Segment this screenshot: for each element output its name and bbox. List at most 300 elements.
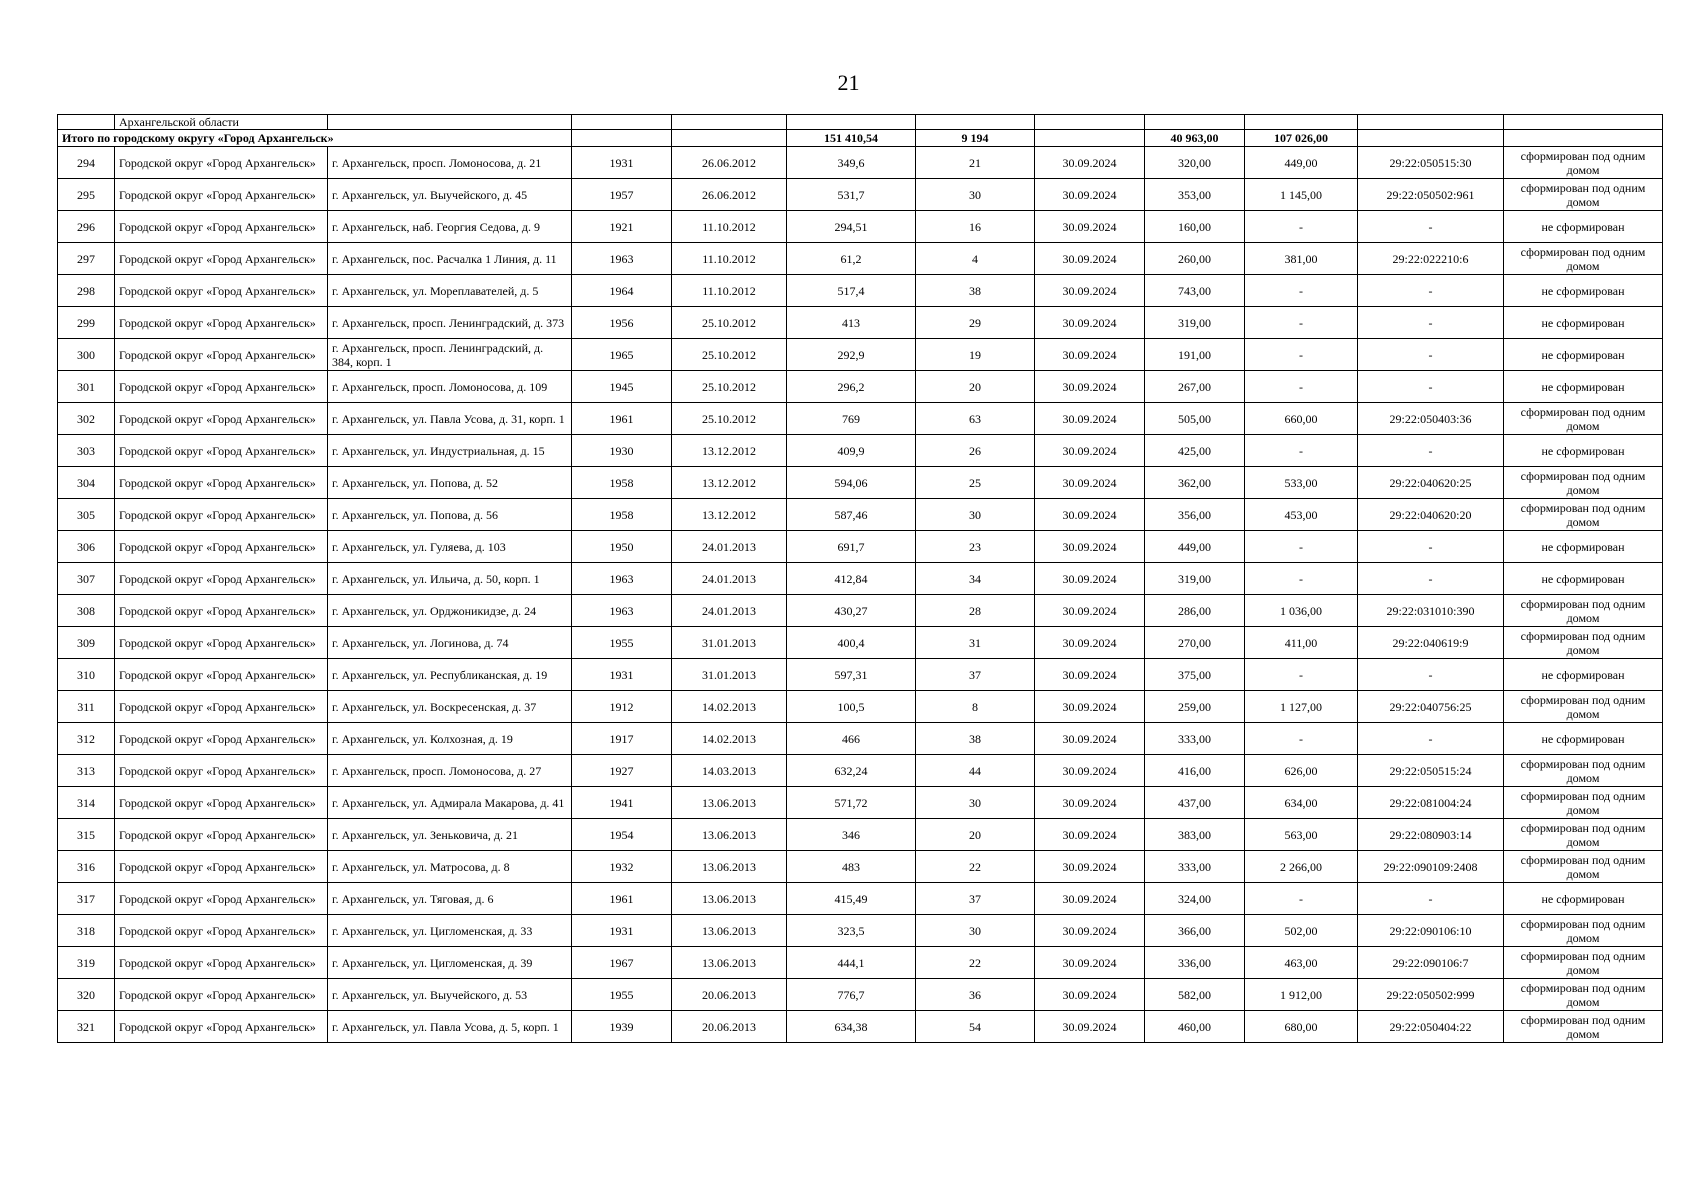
land-area-cell: 191,00 xyxy=(1145,339,1245,371)
municipality-cell: Городской округ «Город Архангельск» xyxy=(115,659,328,691)
plot-status-cell: сформирован под одним домом xyxy=(1504,819,1663,851)
empty-cell xyxy=(1035,130,1145,147)
residents-cell: 38 xyxy=(916,275,1035,307)
cadastral-number-cell: 29:22:050502:999 xyxy=(1358,979,1504,1011)
recognition-date-cell: 25.10.2012 xyxy=(672,371,787,403)
deadline-cell: 30.09.2024 xyxy=(1035,563,1145,595)
residents-cell: 19 xyxy=(916,339,1035,371)
recognition-date-cell: 13.12.2012 xyxy=(672,499,787,531)
land-area-cell: 416,00 xyxy=(1145,755,1245,787)
table-row xyxy=(58,979,1663,1011)
land-area-cell: 383,00 xyxy=(1145,819,1245,851)
year-cell: 1958 xyxy=(572,499,672,531)
plot-area-cell: 381,00 xyxy=(1245,243,1358,275)
table-row xyxy=(58,947,1663,979)
table-row xyxy=(58,435,1663,467)
row-number: 312 xyxy=(58,723,115,755)
row-number: 317 xyxy=(58,883,115,915)
plot-area-cell: 411,00 xyxy=(1245,627,1358,659)
area-cell: 776,7 xyxy=(787,979,916,1011)
year-cell: 1961 xyxy=(572,883,672,915)
row-number: 318 xyxy=(58,915,115,947)
area-cell: 323,5 xyxy=(787,915,916,947)
recognition-date-cell: 31.01.2013 xyxy=(672,627,787,659)
deadline-cell: 30.09.2024 xyxy=(1035,915,1145,947)
empty-cell xyxy=(572,115,672,130)
row-number: 299 xyxy=(58,307,115,339)
recognition-date-cell: 20.06.2013 xyxy=(672,1011,787,1043)
table-row xyxy=(58,499,1663,531)
municipality-cell: Городской округ «Город Архангельск» xyxy=(115,787,328,819)
deadline-cell: 30.09.2024 xyxy=(1035,403,1145,435)
table-row xyxy=(58,1011,1663,1043)
area-cell: 632,24 xyxy=(787,755,916,787)
plot-status-cell: не сформирован xyxy=(1504,435,1663,467)
cadastral-number-cell: - xyxy=(1358,435,1504,467)
deadline-cell: 30.09.2024 xyxy=(1035,947,1145,979)
municipality-cell: Городской округ «Город Архангельск» xyxy=(115,819,328,851)
row-number: 297 xyxy=(58,243,115,275)
row-number: 316 xyxy=(58,851,115,883)
address-cell: г. Архангельск, ул. Выучейского, д. 53 xyxy=(328,979,572,1011)
year-cell: 1912 xyxy=(572,691,672,723)
year-cell: 1932 xyxy=(572,851,672,883)
empty-cell xyxy=(1145,115,1245,130)
recognition-date-cell: 13.06.2013 xyxy=(672,787,787,819)
land-area-cell: 319,00 xyxy=(1145,307,1245,339)
year-cell: 1958 xyxy=(572,467,672,499)
empty-cell xyxy=(328,115,572,130)
year-cell: 1931 xyxy=(572,147,672,179)
address-cell: г. Архангельск, ул. Цигломенская, д. 33 xyxy=(328,915,572,947)
address-cell: г. Архангельск, ул. Зеньковича, д. 21 xyxy=(328,819,572,851)
plot-area-cell: 502,00 xyxy=(1245,915,1358,947)
cadastral-number-cell: - xyxy=(1358,563,1504,595)
land-area-cell: 270,00 xyxy=(1145,627,1245,659)
year-cell: 1957 xyxy=(572,179,672,211)
empty-cell xyxy=(1358,115,1504,130)
recognition-date-cell: 11.10.2012 xyxy=(672,275,787,307)
plot-status-cell: сформирован под одним домом xyxy=(1504,403,1663,435)
land-area-cell: 743,00 xyxy=(1145,275,1245,307)
page-number: 21 xyxy=(837,70,860,95)
residents-cell: 37 xyxy=(916,659,1035,691)
residents-cell: 30 xyxy=(916,787,1035,819)
plot-area-cell: 1 127,00 xyxy=(1245,691,1358,723)
table-row xyxy=(58,531,1663,563)
municipality-cell: Городской округ «Город Архангельск» xyxy=(115,339,328,371)
address-cell: г. Архангельск, ул. Матросова, д. 8 xyxy=(328,851,572,883)
deadline-cell: 30.09.2024 xyxy=(1035,595,1145,627)
address-cell: г. Архангельск, ул. Мореплавателей, д. 5 xyxy=(328,275,572,307)
address-cell: г. Архангельск, ул. Логинова, д. 74 xyxy=(328,627,572,659)
row-number: 307 xyxy=(58,563,115,595)
area-cell: 444,1 xyxy=(787,947,916,979)
plot-status-cell: сформирован под одним домом xyxy=(1504,755,1663,787)
plot-area-cell: - xyxy=(1245,659,1358,691)
empty-cell xyxy=(787,115,916,130)
area-cell: 691,7 xyxy=(787,531,916,563)
year-cell: 1963 xyxy=(572,563,672,595)
deadline-cell: 30.09.2024 xyxy=(1035,787,1145,819)
area-cell: 466 xyxy=(787,723,916,755)
total-label: Итого по городскому округу «Город Архангельск» xyxy=(58,130,572,147)
plot-area-cell: 1 912,00 xyxy=(1245,979,1358,1011)
recognition-date-cell: 25.10.2012 xyxy=(672,339,787,371)
land-area-cell: 362,00 xyxy=(1145,467,1245,499)
cadastral-number-cell: 29:22:031010:390 xyxy=(1358,595,1504,627)
residents-cell: 31 xyxy=(916,627,1035,659)
plot-area-cell: 1 036,00 xyxy=(1245,595,1358,627)
recognition-date-cell: 13.12.2012 xyxy=(672,435,787,467)
year-cell: 1931 xyxy=(572,915,672,947)
address-cell: г. Архангельск, пос. Расчалка 1 Линия, д. 11 xyxy=(328,243,572,275)
table-body xyxy=(58,115,1663,1043)
address-cell: г. Архангельск, просп. Ломоносова, д. 21 xyxy=(328,147,572,179)
residents-cell: 37 xyxy=(916,883,1035,915)
deadline-cell: 30.09.2024 xyxy=(1035,755,1145,787)
area-cell: 61,2 xyxy=(787,243,916,275)
plot-status-cell: сформирован под одним домом xyxy=(1504,1011,1663,1043)
empty-cell xyxy=(916,115,1035,130)
recognition-date-cell: 14.03.2013 xyxy=(672,755,787,787)
land-area-cell: 160,00 xyxy=(1145,211,1245,243)
area-cell: 100,5 xyxy=(787,691,916,723)
row-number: 315 xyxy=(58,819,115,851)
plot-area-cell: - xyxy=(1245,371,1358,403)
address-cell: г. Архангельск, ул. Гуляева, д. 103 xyxy=(328,531,572,563)
land-area-cell: 336,00 xyxy=(1145,947,1245,979)
area-cell: 634,38 xyxy=(787,1011,916,1043)
recognition-date-cell: 25.10.2012 xyxy=(672,307,787,339)
table-row xyxy=(58,243,1663,275)
recognition-date-cell: 20.06.2013 xyxy=(672,979,787,1011)
land-area-cell: 505,00 xyxy=(1145,403,1245,435)
row-number: 302 xyxy=(58,403,115,435)
address-cell: г. Архангельск, ул. Республиканская, д. 19 xyxy=(328,659,572,691)
municipality-cell: Городской округ «Город Архангельск» xyxy=(115,435,328,467)
plot-status-cell: сформирован под одним домом xyxy=(1504,787,1663,819)
municipality-cell: Городской округ «Город Архангельск» xyxy=(115,947,328,979)
year-cell: 1963 xyxy=(572,595,672,627)
recognition-date-cell: 24.01.2013 xyxy=(672,595,787,627)
municipality-cell: Городской округ «Город Архангельск» xyxy=(115,467,328,499)
plot-area-cell: 449,00 xyxy=(1245,147,1358,179)
area-cell: 349,6 xyxy=(787,147,916,179)
land-area-cell: 260,00 xyxy=(1145,243,1245,275)
area-cell: 531,7 xyxy=(787,179,916,211)
residents-cell: 8 xyxy=(916,691,1035,723)
table-row xyxy=(58,787,1663,819)
recognition-date-cell: 14.02.2013 xyxy=(672,691,787,723)
plot-status-cell: сформирован под одним домом xyxy=(1504,595,1663,627)
address-cell: г. Архангельск, ул. Колхозная, д. 19 xyxy=(328,723,572,755)
deadline-cell: 30.09.2024 xyxy=(1035,1011,1145,1043)
residents-cell: 16 xyxy=(916,211,1035,243)
residents-cell: 25 xyxy=(916,467,1035,499)
empty-cell xyxy=(672,115,787,130)
deadline-cell: 30.09.2024 xyxy=(1035,275,1145,307)
cadastral-number-cell: - xyxy=(1358,307,1504,339)
residents-cell: 20 xyxy=(916,371,1035,403)
plot-area-cell: - xyxy=(1245,883,1358,915)
row-number: 310 xyxy=(58,659,115,691)
cadastral-number-cell: - xyxy=(1358,211,1504,243)
year-cell: 1961 xyxy=(572,403,672,435)
recognition-date-cell: 13.06.2013 xyxy=(672,883,787,915)
deadline-cell: 30.09.2024 xyxy=(1035,435,1145,467)
row-number: 304 xyxy=(58,467,115,499)
row-number: 306 xyxy=(58,531,115,563)
cadastral-number-cell: 29:22:040619:9 xyxy=(1358,627,1504,659)
plot-status-cell: не сформирован xyxy=(1504,211,1663,243)
table-row xyxy=(58,755,1663,787)
deadline-cell: 30.09.2024 xyxy=(1035,979,1145,1011)
plot-area-cell: - xyxy=(1245,435,1358,467)
deadline-cell: 30.09.2024 xyxy=(1035,499,1145,531)
plot-area-cell: 1 145,00 xyxy=(1245,179,1358,211)
deadline-cell: 30.09.2024 xyxy=(1035,371,1145,403)
residents-cell: 4 xyxy=(916,243,1035,275)
residents-cell: 38 xyxy=(916,723,1035,755)
area-cell: 415,49 xyxy=(787,883,916,915)
plot-status-cell: сформирован под одним домом xyxy=(1504,627,1663,659)
year-cell: 1927 xyxy=(572,755,672,787)
plot-status-cell: не сформирован xyxy=(1504,723,1663,755)
plot-status-cell: не сформирован xyxy=(1504,307,1663,339)
deadline-cell: 30.09.2024 xyxy=(1035,307,1145,339)
area-cell: 413 xyxy=(787,307,916,339)
table-row xyxy=(58,371,1663,403)
area-cell: 292,9 xyxy=(787,339,916,371)
year-cell: 1921 xyxy=(572,211,672,243)
residents-cell: 26 xyxy=(916,435,1035,467)
row-number: 320 xyxy=(58,979,115,1011)
plot-area-cell: - xyxy=(1245,531,1358,563)
deadline-cell: 30.09.2024 xyxy=(1035,211,1145,243)
empty-cell xyxy=(1504,115,1663,130)
row-number: 294 xyxy=(58,147,115,179)
deadline-cell: 30.09.2024 xyxy=(1035,147,1145,179)
continuation-row xyxy=(58,115,1663,130)
empty-cell xyxy=(1358,130,1504,147)
plot-status-cell: сформирован под одним домом xyxy=(1504,979,1663,1011)
table-row xyxy=(58,467,1663,499)
municipality-cell: Городской округ «Город Архангельск» xyxy=(115,595,328,627)
residents-cell: 22 xyxy=(916,947,1035,979)
municipality-cell: Городской округ «Город Архангельск» xyxy=(115,691,328,723)
recognition-date-cell: 24.01.2013 xyxy=(672,531,787,563)
area-cell: 294,51 xyxy=(787,211,916,243)
table-row xyxy=(58,851,1663,883)
empty-cell xyxy=(572,130,672,147)
plot-status-cell: не сформирован xyxy=(1504,659,1663,691)
recognition-date-cell: 26.06.2012 xyxy=(672,147,787,179)
cadastral-number-cell: 29:22:050515:30 xyxy=(1358,147,1504,179)
address-cell: г. Архангельск, ул. Орджоникидзе, д. 24 xyxy=(328,595,572,627)
residents-cell: 20 xyxy=(916,819,1035,851)
residents-cell: 29 xyxy=(916,307,1035,339)
table-row xyxy=(58,403,1663,435)
empty-cell xyxy=(672,130,787,147)
table-row xyxy=(58,147,1663,179)
cadastral-number-cell: 29:22:081004:24 xyxy=(1358,787,1504,819)
municipality-cell: Городской округ «Город Архангельск» xyxy=(115,179,328,211)
plot-area-cell: 680,00 xyxy=(1245,1011,1358,1043)
land-area-cell: 319,00 xyxy=(1145,563,1245,595)
address-cell: г. Архангельск, просп. Ленинградский, д. 384, корп. 1 xyxy=(328,339,572,371)
plot-status-cell: не сформирован xyxy=(1504,883,1663,915)
land-area-cell: 259,00 xyxy=(1145,691,1245,723)
address-cell: г. Архангельск, наб. Георгия Седова, д. 9 xyxy=(328,211,572,243)
land-area-cell: 324,00 xyxy=(1145,883,1245,915)
municipality-cell: Городской округ «Город Архангельск» xyxy=(115,1011,328,1043)
municipality-cell: Городской округ «Город Архангельск» xyxy=(115,755,328,787)
deadline-cell: 30.09.2024 xyxy=(1035,659,1145,691)
land-area-cell: 353,00 xyxy=(1145,179,1245,211)
plot-status-cell: сформирован под одним домом xyxy=(1504,851,1663,883)
cadastral-number-cell: - xyxy=(1358,275,1504,307)
municipality-cell: Городской округ «Город Архангельск» xyxy=(115,979,328,1011)
year-cell: 1931 xyxy=(572,659,672,691)
cadastral-number-cell: 29:22:090106:7 xyxy=(1358,947,1504,979)
area-cell: 346 xyxy=(787,819,916,851)
municipality-cell: Городской округ «Город Архангельск» xyxy=(115,915,328,947)
table-row xyxy=(58,915,1663,947)
year-cell: 1965 xyxy=(572,339,672,371)
residents-cell: 30 xyxy=(916,499,1035,531)
land-area-cell: 333,00 xyxy=(1145,851,1245,883)
deadline-cell: 30.09.2024 xyxy=(1035,179,1145,211)
cadastral-number-cell: 29:22:040620:25 xyxy=(1358,467,1504,499)
land-area-cell: 425,00 xyxy=(1145,435,1245,467)
recognition-date-cell: 14.02.2013 xyxy=(672,723,787,755)
plot-status-cell: сформирован под одним домом xyxy=(1504,179,1663,211)
housing-registry-table xyxy=(57,114,1663,1043)
year-cell: 1964 xyxy=(572,275,672,307)
plot-area-cell: - xyxy=(1245,275,1358,307)
plot-status-cell: сформирован под одним домом xyxy=(1504,947,1663,979)
total-land-area: 40 963,00 xyxy=(1145,130,1245,147)
residents-cell: 28 xyxy=(916,595,1035,627)
deadline-cell: 30.09.2024 xyxy=(1035,723,1145,755)
cadastral-number-cell: 29:22:090106:10 xyxy=(1358,915,1504,947)
cadastral-number-cell: 29:22:022210:6 xyxy=(1358,243,1504,275)
land-area-cell: 356,00 xyxy=(1145,499,1245,531)
residents-cell: 30 xyxy=(916,179,1035,211)
year-cell: 1956 xyxy=(572,307,672,339)
area-cell: 597,31 xyxy=(787,659,916,691)
row-number: 321 xyxy=(58,1011,115,1043)
address-cell: г. Архангельск, просп. Ломоносова, д. 27 xyxy=(328,755,572,787)
row-number: 303 xyxy=(58,435,115,467)
row-number: 314 xyxy=(58,787,115,819)
deadline-cell: 30.09.2024 xyxy=(1035,691,1145,723)
municipality-cell: Городской округ «Город Архангельск» xyxy=(115,275,328,307)
residents-cell: 63 xyxy=(916,403,1035,435)
area-cell: 594,06 xyxy=(787,467,916,499)
land-area-cell: 320,00 xyxy=(1145,147,1245,179)
cadastral-number-cell: - xyxy=(1358,659,1504,691)
cadastral-number-cell: - xyxy=(1358,883,1504,915)
plot-area-cell: 2 266,00 xyxy=(1245,851,1358,883)
plot-status-cell: не сформирован xyxy=(1504,531,1663,563)
municipality-cell: Городской округ «Город Архангельск» xyxy=(115,627,328,659)
residents-cell: 34 xyxy=(916,563,1035,595)
year-cell: 1917 xyxy=(572,723,672,755)
row-number: 298 xyxy=(58,275,115,307)
cadastral-number-cell: 29:22:040756:25 xyxy=(1358,691,1504,723)
address-cell: г. Архангельск, ул. Павла Усова, д. 31, корп. 1 xyxy=(328,403,572,435)
year-cell: 1963 xyxy=(572,243,672,275)
municipality-cell: Городской округ «Город Архангельск» xyxy=(115,883,328,915)
address-cell: г. Архангельск, просп. Ломоносова, д. 109 xyxy=(328,371,572,403)
row-number: 313 xyxy=(58,755,115,787)
municipality-cell: Городской округ «Город Архангельск» xyxy=(115,403,328,435)
total-area: 151 410,54 xyxy=(787,130,916,147)
municipality-cell: Городской округ «Город Архангельск» xyxy=(115,371,328,403)
year-cell: 1955 xyxy=(572,627,672,659)
table-row xyxy=(58,339,1663,371)
residents-cell: 23 xyxy=(916,531,1035,563)
plot-area-cell: 453,00 xyxy=(1245,499,1358,531)
row-number: 305 xyxy=(58,499,115,531)
plot-status-cell: сформирован под одним домом xyxy=(1504,467,1663,499)
deadline-cell: 30.09.2024 xyxy=(1035,467,1145,499)
empty-cell xyxy=(1035,115,1145,130)
table-row xyxy=(58,275,1663,307)
empty-cell xyxy=(1504,130,1663,147)
recognition-date-cell: 13.06.2013 xyxy=(672,851,787,883)
area-cell: 517,4 xyxy=(787,275,916,307)
table-row xyxy=(58,883,1663,915)
row-number: 296 xyxy=(58,211,115,243)
continuation-municipality: Архангельской области xyxy=(115,115,328,130)
row-number: 300 xyxy=(58,339,115,371)
residents-cell: 44 xyxy=(916,755,1035,787)
plot-status-cell: сформирован под одним домом xyxy=(1504,147,1663,179)
table-row xyxy=(58,723,1663,755)
deadline-cell: 30.09.2024 xyxy=(1035,531,1145,563)
recognition-date-cell: 13.06.2013 xyxy=(672,915,787,947)
deadline-cell: 30.09.2024 xyxy=(1035,339,1145,371)
plot-status-cell: не сформирован xyxy=(1504,563,1663,595)
table-row xyxy=(58,691,1663,723)
year-cell: 1930 xyxy=(572,435,672,467)
deadline-cell: 30.09.2024 xyxy=(1035,627,1145,659)
area-cell: 409,9 xyxy=(787,435,916,467)
table-row xyxy=(58,211,1663,243)
plot-area-cell: - xyxy=(1245,339,1358,371)
cadastral-number-cell: 29:22:080903:14 xyxy=(1358,819,1504,851)
address-cell: г. Архангельск, ул. Попова, д. 52 xyxy=(328,467,572,499)
table-row xyxy=(58,595,1663,627)
area-cell: 400,4 xyxy=(787,627,916,659)
cadastral-number-cell: 29:22:050404:22 xyxy=(1358,1011,1504,1043)
row-number: 295 xyxy=(58,179,115,211)
empty-cell xyxy=(1245,115,1358,130)
municipality-cell: Городской округ «Город Архангельск» xyxy=(115,307,328,339)
recognition-date-cell: 24.01.2013 xyxy=(672,563,787,595)
cadastral-number-cell: 29:22:050515:24 xyxy=(1358,755,1504,787)
municipality-cell: Городской округ «Город Архангельск» xyxy=(115,531,328,563)
residents-cell: 22 xyxy=(916,851,1035,883)
address-cell: г. Архангельск, просп. Ленинградский, д. 373 xyxy=(328,307,572,339)
recognition-date-cell: 13.06.2013 xyxy=(672,947,787,979)
area-cell: 483 xyxy=(787,851,916,883)
cadastral-number-cell: 29:22:040620:20 xyxy=(1358,499,1504,531)
recognition-date-cell: 13.12.2012 xyxy=(672,467,787,499)
